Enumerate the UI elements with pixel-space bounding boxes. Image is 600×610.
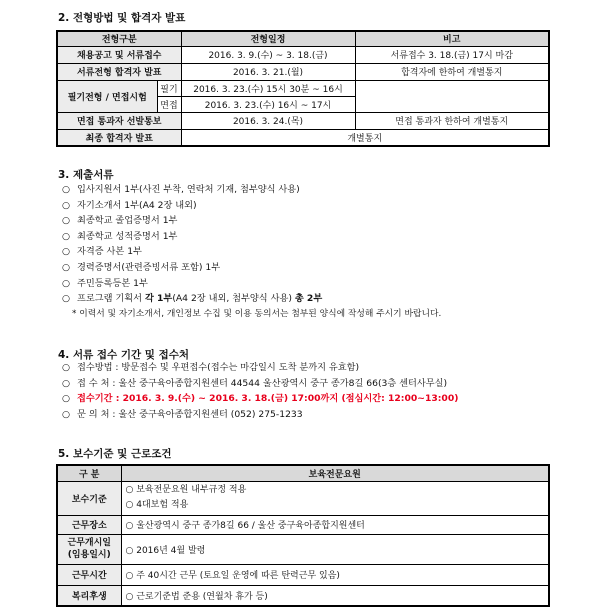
table-row: [57, 534, 549, 564]
bullet-icon: ○: [62, 230, 71, 242]
list-item: [62, 244, 441, 260]
list-item-text: 프로그램 기획서: [77, 293, 145, 305]
row-label: 최종 합격자 발표: [57, 129, 181, 146]
list-item: [62, 182, 441, 198]
row-sublabel: 면접: [157, 96, 181, 112]
row-schedule: 2016. 3. 23.(수) 15시 30분 ~ 16시: [181, 80, 355, 96]
documents-note: * 이력서 및 자기소개서, 개인정보 수집 및 이용 동의서는 첨부된 양식에 작성해 주시기 바랍니다.: [72, 308, 442, 319]
bullet-icon: ○: [62, 393, 71, 405]
list-item: [62, 376, 458, 392]
bullet-icon: ○: [62, 199, 71, 211]
bullet-icon: ○: [62, 246, 71, 258]
list-item: [62, 407, 458, 423]
bullet-icon: ○: [62, 215, 71, 227]
table-row: [57, 80, 549, 96]
list-item-text: 접수방법 : 방문접수 및 우편접수(접수는 마감일시 도착 분까지 유효함): [77, 362, 360, 373]
row-note: 합격자에 한하여 개별통지: [355, 63, 549, 80]
row-label-line: 근무개시일: [67, 538, 111, 548]
row-label-line: (임용일시): [67, 550, 111, 560]
row-line: ○ 4대보험 적용: [125, 500, 189, 510]
list-item-bold: 총 2부: [294, 293, 323, 305]
table-row: [57, 129, 549, 146]
list-item-text: (A4 2장 내외, 첨부양식 사용): [172, 293, 295, 305]
list-item: [62, 260, 441, 276]
row-value: ○ 주 40시간 근무 (토요일 운영에 따른 탄력근무 있음): [121, 564, 549, 585]
header-position: 보육전문요원: [121, 465, 549, 481]
row-note: 서류접수 3. 18.(금) 17시 마감: [355, 46, 549, 63]
bullet-icon: ○: [62, 408, 71, 420]
list-item: [62, 291, 441, 307]
row-schedule: 2016. 3. 21.(월): [181, 63, 355, 80]
row-line: ○ 보육전문요원 내부규정 적용: [125, 485, 247, 495]
bullet-icon: ○: [62, 377, 71, 389]
table-row: [57, 481, 549, 515]
submission-list: [62, 360, 458, 422]
row-schedule: 2016. 3. 23.(수) 16시 ~ 17시: [181, 96, 355, 112]
table-row: [57, 564, 549, 585]
row-label: 근무시간: [57, 564, 121, 585]
row-label: 복리후생: [57, 585, 121, 606]
header-category: 전형구분: [57, 31, 181, 46]
list-item-text: 접 수 처 : 울산 중구육아종합지원센터 44544 울산광역시 중구 종가8길 66(3층 센터사무실): [77, 377, 448, 389]
row-label: 보수기준: [57, 481, 121, 515]
bullet-icon: ○: [62, 184, 71, 195]
header-schedule: 전형일정: [181, 31, 355, 46]
row-note: [355, 80, 549, 112]
list-item: [62, 229, 441, 245]
row-schedule: 2016. 3. 9.(수) ~ 3. 18.(금): [181, 46, 355, 63]
header-note: 비고: [355, 31, 549, 46]
conditions-table: [56, 464, 550, 607]
list-item-text: 문 의 처 : 울산 중구육아종합지원센터 (052) 275-1233: [77, 408, 303, 420]
list-item-text: 자격증 사본 1부: [77, 246, 142, 258]
section4-title: 4. 서류 접수 기간 및 접수처: [58, 349, 190, 361]
section3-title: 3. 제출서류: [58, 169, 114, 181]
table-row: [57, 46, 549, 63]
list-item-text: 입사지원서 1부(사진 부착, 연락처 기재, 첨부양식 사용): [77, 184, 300, 195]
section2-title: 2. 전형방법 및 합격자 발표: [58, 12, 186, 24]
list-item-text: 자기소개서 1부(A4 2장 내외): [77, 199, 197, 211]
documents-list: [62, 182, 441, 322]
list-item: [62, 360, 458, 376]
row-label: 필기전형 / 면접시험: [57, 80, 157, 112]
row-note: 면접 통과자 한하여 개별통지: [355, 112, 549, 129]
table-row: [57, 585, 549, 606]
list-item: [62, 213, 441, 229]
row-label: 서류전형 합격자 발표: [57, 63, 181, 80]
row-sublabel: 필기: [157, 80, 181, 96]
table-row: [57, 63, 549, 80]
list-item: [62, 391, 458, 407]
bullet-icon: ○: [62, 261, 71, 273]
row-value: ○ 근로기준법 준용 (연월차 휴가 등): [121, 585, 549, 606]
list-item-bold: 각 1부: [144, 293, 173, 305]
selection-table: [56, 30, 550, 147]
section5-title: 5. 보수기준 및 근로조건: [58, 448, 172, 460]
list-item-text: 최종학교 졸업증명서 1부: [77, 215, 178, 227]
list-item-text: 최종학교 성적증명서 1부: [77, 230, 178, 242]
row-value: ○ 울산광역시 중구 종가8길 66 / 울산 중구육아종합지원센터: [121, 515, 549, 534]
list-item: [62, 198, 441, 214]
row-label: 채용공고 및 서류접수: [57, 46, 181, 63]
row-schedule: 2016. 3. 24.(목): [181, 112, 355, 129]
row-value: ○ 2016년 4월 발령: [121, 534, 549, 564]
period-value: 2016. 3. 9.(수) ~ 2016. 3. 18.(금) 17:00까지 (점심시간: 12:00~13:00): [122, 393, 459, 405]
row-label: 면접 통과자 선발통보: [57, 112, 181, 129]
row-label: 근무장소: [57, 515, 121, 534]
row-label: [57, 534, 121, 564]
row-value: [121, 481, 549, 515]
list-item-text: 경력증명서(관련증빙서류 포함) 1부: [77, 261, 221, 273]
row-note: 개별통지: [181, 129, 549, 146]
header-category: 구 분: [57, 465, 121, 481]
list-item: [62, 276, 441, 292]
period-label: 접수기간 :: [77, 393, 123, 405]
list-item-text: 주민등록등본 1부: [77, 277, 148, 289]
bullet-icon: ○: [62, 277, 71, 289]
table-row: [57, 515, 549, 534]
table-row: [57, 112, 549, 129]
bullet-icon: ○: [62, 293, 71, 305]
bullet-icon: ○: [62, 362, 71, 373]
